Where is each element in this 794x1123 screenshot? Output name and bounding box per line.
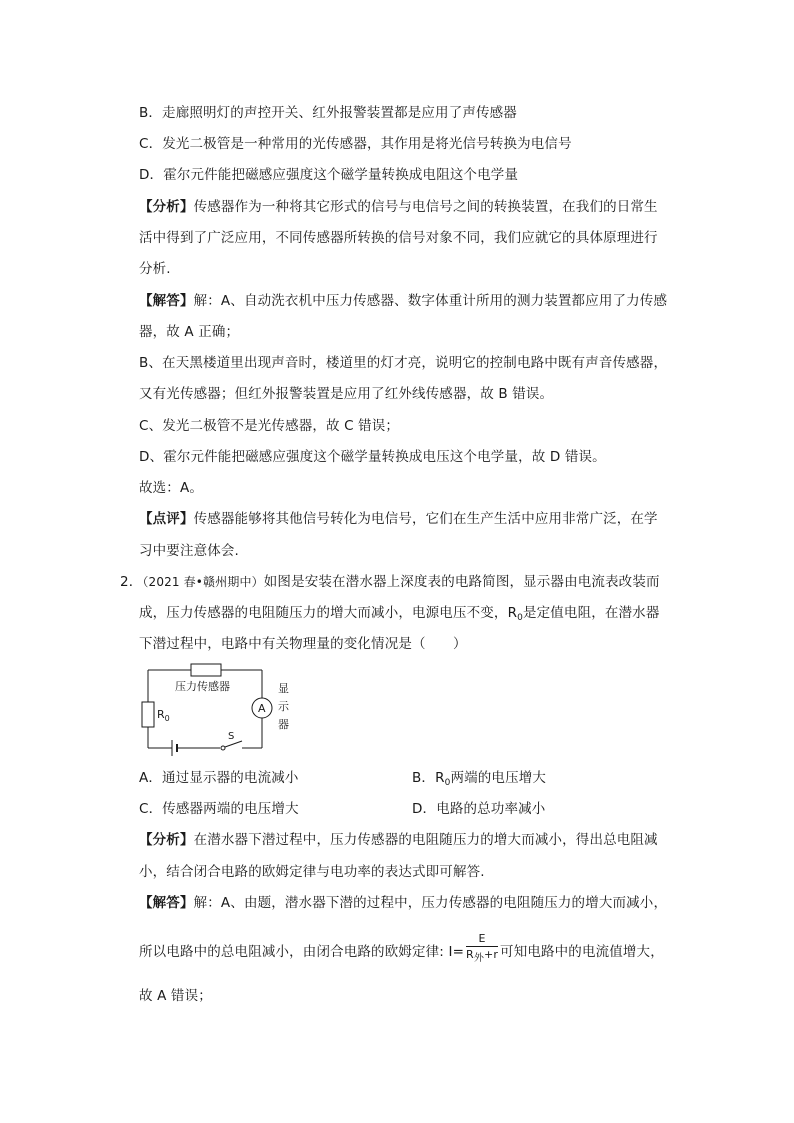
q2-stem-line-3: 下潜过程中，电路中有关物理量的变化情况是（ ） bbox=[139, 636, 467, 652]
switch-contact bbox=[221, 746, 225, 750]
ammeter-label: A bbox=[258, 702, 266, 715]
q2-stem-line-2: 成，压力传感器的电阻随压力的增大而减小，电源电压不变，$R_0$是定值电阻，在潜水器 bbox=[139, 605, 660, 623]
q1-comment-line-1: 【点评】传感器能够将其他信号转化为电信号，它们在生产生活中应用非常广泛，在学 bbox=[139, 511, 658, 527]
switch-label: S bbox=[228, 731, 235, 742]
question-number: 2． bbox=[120, 574, 143, 590]
q1-comment-line-2: 习中要注意体会. bbox=[139, 543, 239, 559]
q2-options-row-1 bbox=[139, 768, 699, 788]
q1-option-d: D．霍尔元件能把磁感应强度这个磁学量转换成电阻这个电学量 bbox=[139, 167, 519, 183]
q1-analysis-line-2: 活中得到了广泛应用，不同传感器所转换的信号对象不同，我们应就它的具体原理进行 bbox=[139, 230, 658, 246]
ohm-law-fraction: $\frac{E}{\text{R外+r}}$ bbox=[466, 932, 499, 964]
pressure-sensor-label: 压力传感器 bbox=[175, 680, 230, 693]
question-source: （2021 春•赣州期中） bbox=[142, 575, 264, 589]
q1-option-b: B．走廊照明灯的声控开关、红外报警装置都是应用了声传感器 bbox=[139, 105, 517, 121]
q1-analysis-line-1: 【分析】传感器作为一种将其它形式的信号与电信号之间的转换装置，在我们的日常生 bbox=[139, 199, 658, 215]
q2-option-c: C．传感器两端的电压增大 bbox=[139, 801, 299, 817]
display-label-char-1: 显 bbox=[278, 682, 289, 695]
q1-answer-line-4: 又有光传感器；但红外报警装置是应用了红外线传感器，故 B 错误。 bbox=[139, 386, 554, 402]
pressure-sensor-resistor bbox=[191, 664, 221, 676]
display-label-char-3: 器 bbox=[278, 718, 289, 731]
q2-option-b: B．$R_0$两端的电压增大 bbox=[412, 770, 547, 788]
q1-option-c: C．发光二极管是一种常用的光传感器，其作用是将光信号转换为电信号 bbox=[139, 136, 572, 152]
q2-option-d: D．电路的总功率减小 bbox=[412, 801, 546, 817]
q2-options-row-2 bbox=[139, 799, 699, 819]
r0-label: $R_0$ bbox=[157, 708, 170, 723]
q2-answer-line-2: 所以电路中的总电阻减小，由闭合电路的欧姆定律: I= $\frac{E}{\text{R外+r}}$ 可知电路中的电流值增大， bbox=[139, 932, 664, 964]
q1-analysis-line-3: 分析. bbox=[139, 261, 171, 277]
q1-answer-line-7: 故选：A。 bbox=[139, 480, 203, 496]
display-label-char-2: 示 bbox=[278, 700, 289, 713]
q1-answer-line-2: 器，故 A 正确； bbox=[139, 324, 240, 340]
q2-answer-line-1: 【解答】解：A、由题，潜水器下潜的过程中，压力传感器的电阻随压力的增大而减小， bbox=[139, 895, 668, 911]
analysis-tag: 【分析】 bbox=[139, 199, 194, 215]
q2-analysis-line-1: 【分析】在潜水器下潜过程中，压力传感器的电阻随压力的增大而减小，得出总电阻减 bbox=[139, 832, 658, 848]
circuit-diagram bbox=[138, 658, 308, 758]
comment-tag: 【点评】 bbox=[139, 511, 194, 527]
q1-answer-line-5: C、发光二极管不是光传感器，故 C 错误； bbox=[139, 418, 400, 434]
q2-analysis-line-2: 小，结合闭合电路的欧姆定律与电功率的表达式即可解答. bbox=[139, 864, 485, 880]
q2-answer-line-3: 故 A 错误； bbox=[139, 988, 212, 1004]
q1-answer-line-1: 【解答】解：A、自动洗衣机中压力传感器、数字体重计所用的测力装置都应用了力传感 bbox=[139, 293, 668, 309]
analysis-tag: 【分析】 bbox=[139, 832, 194, 848]
r0-resistor bbox=[142, 702, 154, 727]
q2-option-a: A．通过显示器的电流减小 bbox=[139, 770, 299, 786]
q1-answer-line-3: B、在天黑楼道里出现声音时，楼道里的灯才亮，说明它的控制电路中既有声音传感器， bbox=[139, 355, 668, 371]
q2-stem-line-1: 2．（2021 春•赣州期中）如图是安装在潜水器上深度表的电路简图，显示器由电流表改装而 bbox=[120, 574, 660, 590]
answer-tag: 【解答】 bbox=[139, 895, 194, 911]
answer-tag: 【解答】 bbox=[139, 293, 194, 309]
q1-answer-line-6: D、霍尔元件能把磁感应强度这个磁学量转换成电压这个电学量，故 D 错误。 bbox=[139, 449, 606, 465]
